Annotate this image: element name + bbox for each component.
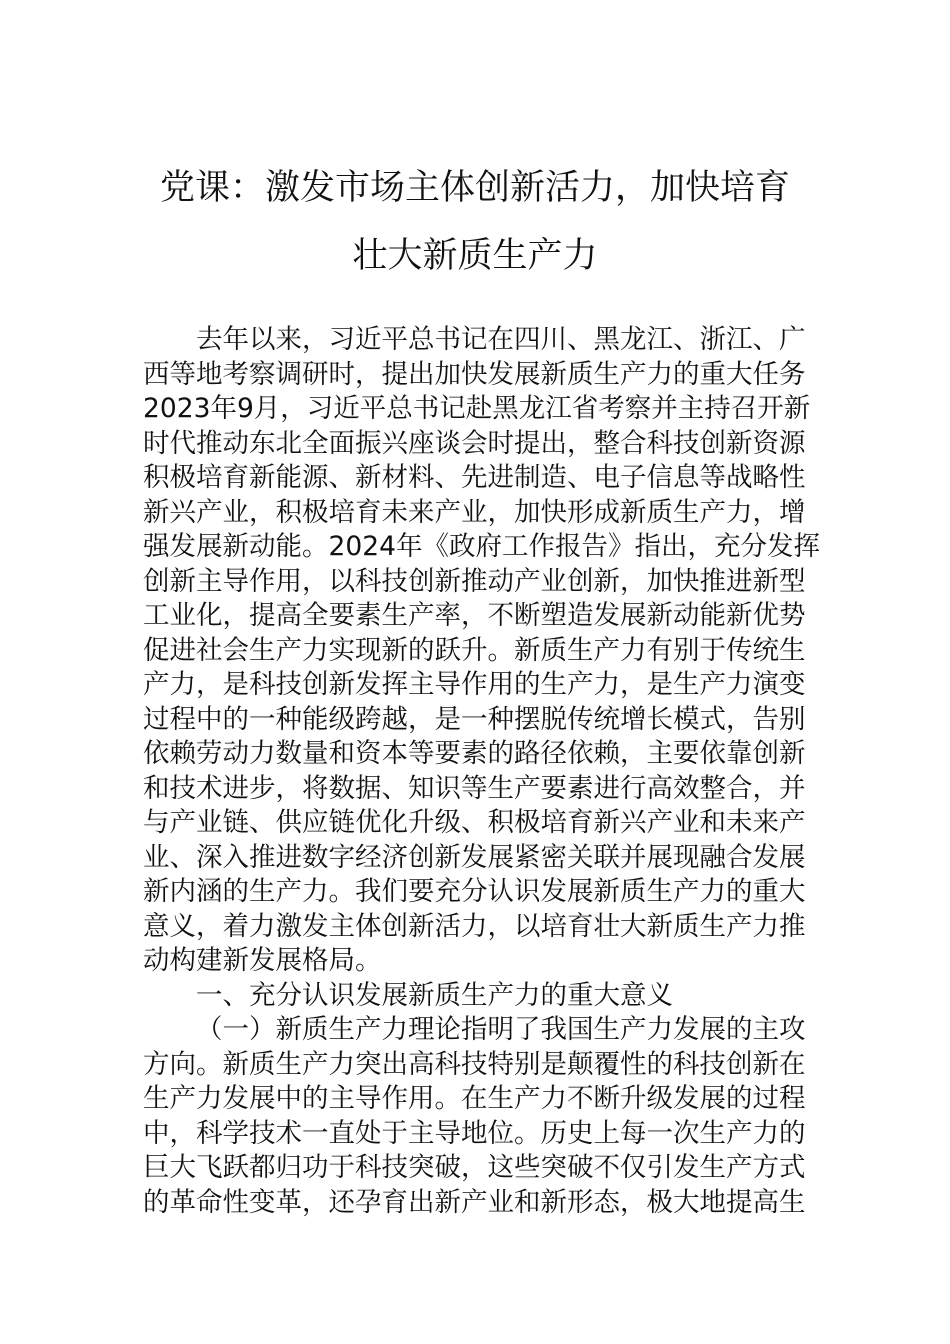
section-heading: 一、充分认识发展新质生产力的重大意义 <box>196 979 673 1011</box>
paragraph-line: 新内涵的生产力。我们要充分认识发展新质生产力的重大 <box>143 876 806 907</box>
paragraph-line: 中，科学技术一直处于主导地位。历史上每一次生产力的 <box>143 1117 806 1149</box>
paragraph-line: 动构建新发展格局。 <box>143 945 382 976</box>
document-body <box>143 323 820 1220</box>
paragraph-line: 工业化，提高全要素生产率，不断塑造发展新动能新优势 <box>143 600 806 631</box>
paragraph-line: 依赖劳动力数量和资本等要素的路径依赖，主要依靠创新 <box>143 738 806 769</box>
paragraph-line: 时代推动东北全面振兴座谈会时提出，整合科技创新资源 <box>143 427 806 459</box>
paragraph-line: 与产业链、供应链优化升级、积极培育新兴产业和未来产 <box>143 807 806 838</box>
paragraph-line: 巨大飞跃都归功于科技突破，这些突破不仅引发生产方式 <box>143 1152 806 1183</box>
paragraph-line: 业、深入推进数字经济创新发展紧密关联并展现融合发展 <box>143 841 806 873</box>
paragraph-line: 的革命性变革，还孕育出新产业和新形态，极大地提高生 <box>143 1186 806 1218</box>
document-title-line-2: 壮大新质生产力 <box>352 236 598 276</box>
paragraph-line: 方向。新质生产力突出高科技特别是颠覆性的科技创新在 <box>143 1048 806 1080</box>
paragraph-line: 2023年9月，习近平总书记赴黑龙江省考察并主持召开新 <box>143 393 811 424</box>
paragraph-line: 新兴产业，积极培育未来产业，加快形成新质生产力，增 <box>143 496 806 528</box>
paragraph-line: 去年以来，习近平总书记在四川、黑龙江、浙江、广 <box>196 324 806 355</box>
paragraph-line: 生产力发展中的主导作用。在生产力不断升级发展的过程 <box>143 1083 806 1114</box>
paragraph-line: 和技术进步，将数据、知识等生产要素进行高效整合，并 <box>143 772 806 804</box>
paragraph-line: 西等地考察调研时，提出加快发展新质生产力的重大任务 <box>143 358 806 390</box>
paragraph-line: （一）新质生产力理论指明了我国生产力发展的主攻 <box>196 1014 806 1045</box>
document-title-line-1: 党课：激发市场主体创新活力，加快培育 <box>159 168 790 208</box>
paragraph-line: 创新主导作用，以科技创新推动产业创新，加快推进新型 <box>143 565 806 597</box>
paragraph-line: 产力，是科技创新发挥主导作用的生产力，是生产力演变 <box>143 669 806 700</box>
paragraph-line: 促进社会生产力实现新的跃升。新质生产力有别于传统生 <box>143 634 806 666</box>
paragraph-line: 意义，着力激发主体创新活力，以培育壮大新质生产力推 <box>143 910 806 942</box>
paragraph-line: 积极培育新能源、新材料、先进制造、电子信息等战略性 <box>143 462 806 493</box>
paragraph-line: 强发展新动能。2024年《政府工作报告》指出，充分发挥 <box>143 531 820 562</box>
paragraph-line: 过程中的一种能级跨越，是一种摆脱传统增长模式，告别 <box>143 703 806 735</box>
